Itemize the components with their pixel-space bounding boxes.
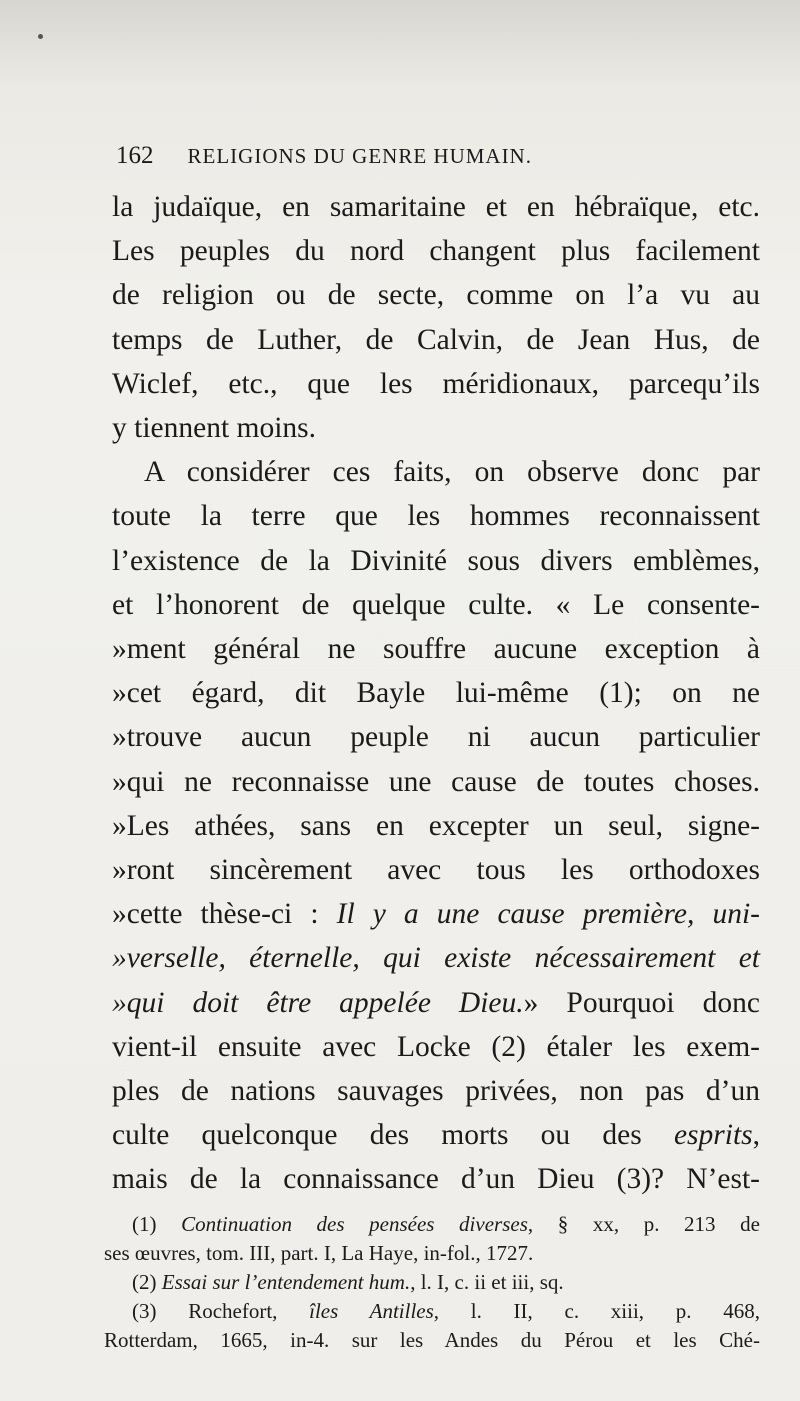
text-line (112, 981, 760, 1025)
text-run: , l. I, c. ii et iii, sq. (410, 1270, 564, 1294)
text-line (112, 1113, 760, 1157)
text-line: »qui ne reconnaisse une cause de toutes choses. (112, 765, 760, 798)
footnote-title: Continuation des pensées diverses (181, 1212, 528, 1236)
text-line: y tiennent moins. (112, 412, 317, 445)
text-line: la judaïque, en samaritaine et en hébraïque, etc. (112, 191, 760, 223)
footnote-title: Essai sur l’entendement hum. (161, 1270, 411, 1294)
text-run: , l. II, c. xiii, p. 468, (433, 1299, 760, 1323)
text-line: l’existence de la Divinité sous divers emblèmes, (112, 544, 760, 577)
text-run: , (752, 1119, 760, 1152)
footnote-line (104, 1268, 760, 1297)
page-number: 162 (116, 142, 154, 169)
text-line: »cet égard, dit Bayle lui-même (1); on ne (112, 677, 760, 710)
footnote-title: îles Antilles (309, 1299, 434, 1323)
text-line: »trouve aucun peuple ni aucun particulier (112, 721, 760, 754)
text-line: »Les athées, sans en excepter un seul, signe- (112, 809, 760, 842)
footnote-separator (130, 1192, 690, 1193)
text-line: mais de la connaissance d’un Dieu (3)? N’est- (112, 1163, 760, 1196)
footnote-line: ses œuvres, tom. III, part. I, La Haye, in-fol., 1727. (104, 1241, 534, 1265)
italic-quote: »qui doit être appelée Dieu. (112, 986, 524, 1019)
main-text (112, 185, 760, 1202)
text-line: A considérer ces faits, on observe donc par (144, 456, 760, 489)
footnote-marker: (2) (132, 1270, 162, 1294)
text-line: vient-il ensuite avec Locke (2) étaler les exem- (112, 1030, 760, 1063)
text-line (112, 892, 760, 936)
text-run: , § xx, p. 213 de (527, 1212, 760, 1236)
text-line: Wiclef, etc., que les méridionaux, parcequ’ils (112, 367, 760, 400)
footnote-line (104, 1210, 760, 1239)
text-line: »verselle, éternelle, qui existe nécessairement et (112, 942, 760, 975)
italic-word: esprits (673, 1119, 753, 1152)
text-line: »ment général ne souffre aucune exception à (112, 633, 760, 666)
running-title: RELIGIONS DU GENRE HUMAIN. (187, 144, 532, 168)
text-line: »ront sincèrement avec tous les orthodoxes (112, 854, 760, 887)
text-line: temps de Luther, de Calvin, de Jean Hus, de (112, 323, 760, 356)
footnotes (104, 1210, 760, 1355)
footnote-marker: (1) (132, 1212, 182, 1236)
text-line: Les peuples du nord changent plus facilement (112, 235, 760, 268)
text-run: (3) Rochefort, (132, 1299, 310, 1323)
text-line: ples de nations sauvages privées, non pas d’un (112, 1075, 760, 1108)
footnote-line: Rotterdam, 1665, in-4. sur les Andes du Pérou et les Ché- (104, 1328, 760, 1352)
text-run: culte quelconque des morts ou des (112, 1119, 674, 1152)
text-run: »cette thèse-ci : (112, 898, 337, 931)
italic-quote: Il y a une cause première, uni- (336, 898, 760, 931)
text-line: toute la terre que les hommes reconnaissent (112, 500, 760, 533)
running-header (116, 142, 756, 170)
print-speck (38, 34, 43, 39)
footnote-line (104, 1297, 760, 1326)
text-line: et l’honorent de quelque culte. « Le consente- (112, 588, 760, 621)
text-run: » Pourquoi donc (523, 986, 760, 1019)
text-line: de religion ou de secte, comme on l’a vu au (112, 279, 760, 312)
